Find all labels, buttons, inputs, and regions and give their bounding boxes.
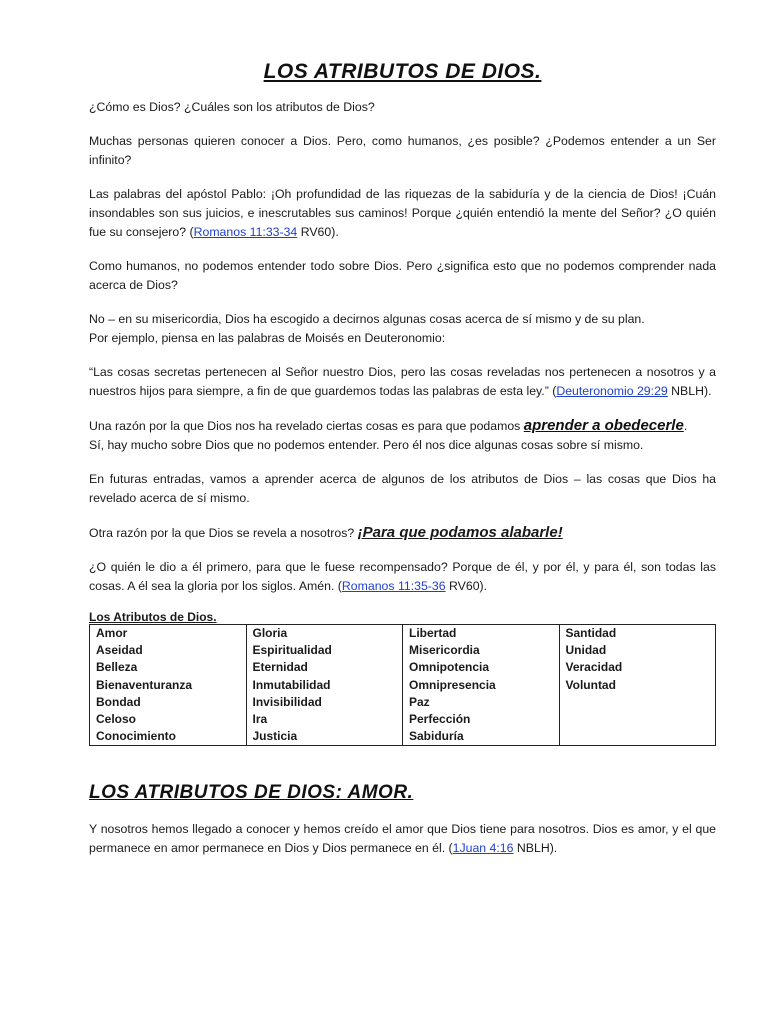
paragraph-5-tail: NBLH). [667, 384, 712, 398]
deuteronomio-29-29-link[interactable]: Deuteronomio 29:29 [556, 384, 668, 398]
attribute-item: Voluntad [565, 677, 616, 692]
attribute-item: Celoso [96, 712, 137, 727]
attribute-item: Espiritualidad [252, 643, 332, 658]
paragraph-4a: No – en su misericordia, Dios ha escogido a decirnos algunas cosas acerca de sí mismo y de su plan. [89, 312, 645, 326]
paragraph-8-text: Otra razón por la que Dios se revela a nosotros? [89, 526, 358, 540]
paragraph-6-tail: . [683, 419, 688, 433]
attribute-item: Misericordia [409, 643, 480, 658]
attribute-item: Libertad [409, 626, 457, 640]
attribute-item: Inmutabilidad [252, 677, 331, 692]
paragraph-2 [89, 185, 716, 242]
paragraph-9-text: ¿O quién le dio a él primero, para que le fuese recompensado? Porque de él, y por él, y para él, son todas las cosas. A él sea la gloria por los siglos. Amén. ( [89, 560, 716, 593]
intro-question: ¿Cómo es Dios? ¿Cuáles son los atributos de Dios? [89, 100, 375, 114]
paragraph-10-text: Y nosotros hemos llegado a conocer y hemos creído el amor que Dios tiene para nosotros. Dios es amor, y el que permanece en amor permanece en Dios y Dios permanece en él. ( [89, 822, 716, 856]
paragraph-9-tail: RV60). [445, 579, 488, 593]
paragraph-4b: Por ejemplo, piensa en las palabras de Moisés en Deuteronomio: [89, 331, 446, 345]
attributes-table [89, 624, 716, 746]
attribute-item: Sabiduría [409, 729, 464, 744]
paragraph-2-tail: RV60). [297, 225, 339, 239]
attribute-item: Ira [252, 712, 268, 727]
attribute-item: Gloria [252, 626, 288, 640]
attribute-item: Invisibilidad [252, 694, 322, 709]
attribute-item: Aseidad [96, 643, 143, 658]
paragraph-7: En futuras entradas, vamos a aprender acerca de algunos de los atributos de Dios – las cosas que Dios ha revelado acerca de sí mismo. [89, 472, 716, 505]
attributes-column-4 [559, 625, 716, 746]
alabarle-emphasis: ¡Para que podamos alabarle! [357, 524, 563, 541]
attribute-item: Omnipresencia [409, 677, 496, 692]
romanos-11-33-link[interactable]: Romanos 11:33-34 [193, 225, 298, 239]
attribute-item: Eternidad [252, 660, 308, 675]
table-caption-text: Los Atributos de Dios [89, 610, 214, 624]
paragraph-10 [89, 820, 716, 858]
paragraph-10-tail: NBLH). [513, 841, 558, 856]
paragraph-1: Muchas personas quieren conocer a Dios. Pero, como humanos, ¿es posible? ¿Podemos entender a un Ser infinito? [89, 134, 716, 167]
attribute-item: Bienaventuranza [96, 677, 193, 692]
paragraph-9 [89, 558, 716, 596]
table-caption [89, 610, 716, 624]
section-title-amor: LOS ATRIBUTOS DE DIOS: AMOR. [89, 782, 414, 804]
page-title: LOS ATRIBUTOS DE DIOS. [263, 60, 542, 83]
attribute-item: Omnipotencia [409, 660, 490, 675]
paragraph-6b: Sí, hay mucho sobre Dios que no podemos entender. Pero él nos dice algunas cosas sobre sí mismo. [89, 438, 644, 452]
attribute-item: Bondad [96, 694, 141, 709]
attribute-item: Belleza [96, 660, 138, 675]
paragraph-3: Como humanos, no podemos entender todo sobre Dios. Pero ¿significa esto que no podemos comprender nada acerca de Dios? [89, 259, 716, 292]
attribute-item: Amor [96, 626, 128, 640]
attributes-column-3 [403, 625, 560, 746]
table-row [90, 625, 716, 746]
attributes-column-2 [246, 625, 403, 746]
obedecer-emphasis: aprender a obedecerle [523, 417, 684, 434]
attribute-item: Unidad [565, 643, 607, 658]
paragraph-5 [89, 363, 716, 401]
paragraph-8 [89, 523, 716, 543]
attribute-item: Veracidad [565, 660, 623, 675]
attribute-item: Conocimiento [96, 729, 176, 744]
paragraph-5-text: “Las cosas secretas pertenecen al Señor nuestro Dios, pero las cosas reveladas nos pertenecen a nosotros y a nuestros hijos para siempre, a fin de que guardemos todas las palabras de esta ley.” ( [89, 365, 716, 398]
attribute-item: Perfección [409, 712, 471, 727]
paragraph-2-text: Las palabras del apóstol Pablo: ¡Oh profundidad de las riquezas de la sabiduría y de la ciencia de Dios! ¡Cuán insondables son sus juicios, e inescrutables sus caminos! Porque ¿quién entendió la mente del Señor? ¿O quién fue su consejero? ( [89, 187, 716, 239]
paragraph-6 [89, 416, 716, 436]
table-caption-dot: . [213, 610, 217, 624]
paragraph-6-text: Una razón por la que Dios nos ha revelado ciertas cosas es para que podamos [89, 419, 524, 433]
attribute-item: Santidad [565, 626, 617, 640]
attributes-column-1 [90, 625, 247, 746]
attribute-item: Paz [409, 694, 430, 709]
attribute-item: Justicia [252, 729, 298, 744]
romanos-11-35-link[interactable]: Romanos 11:35-36 [341, 579, 446, 593]
1juan-4-16-link[interactable]: 1Juan 4:16 [452, 841, 514, 856]
